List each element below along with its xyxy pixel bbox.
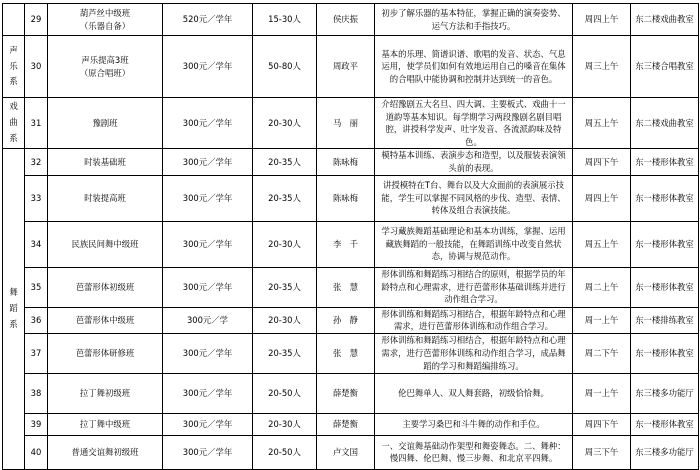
cell-name	[48, 98, 163, 149]
table-row	[3, 435, 699, 469]
course-name-line: 声乐提高3班	[81, 54, 129, 65]
cell-room: 东一楼形体教室	[631, 413, 699, 435]
cell-teacher: 李 千	[317, 221, 375, 267]
department-label-char: 蹈	[9, 303, 18, 314]
cell-room: 东二楼戏曲教室	[631, 98, 699, 149]
course-name-line: 芭蕾形体研修班	[75, 348, 135, 359]
cell-time: 周五上午	[573, 98, 631, 149]
cell-desc: 模特基本训练、表演步态和造型，以及服装表演领头前的表现。	[375, 149, 573, 175]
cell-room: 东二楼戏曲教室	[631, 4, 699, 36]
course-name-line: （原合唱班）	[79, 67, 131, 78]
cell-no: 33	[25, 175, 48, 221]
department-cell	[3, 4, 25, 36]
cell-teacher: 孙 静	[317, 307, 375, 333]
cell-teacher: 张 慧	[317, 333, 375, 373]
table-row	[3, 36, 699, 98]
cell-desc: 介绍豫剧五大名旦、四大调、主要板式、戏曲十一道韵等基本知识。每学期学习两段豫剧名剧目唱腔，讲授科学发声、吐字发音、各流派韵味及特色。	[375, 98, 573, 149]
cell-no: 29	[25, 4, 48, 36]
department-label-char: 舞	[9, 287, 18, 298]
department-cell	[3, 149, 25, 469]
cell-name	[48, 413, 163, 435]
cell-teacher: 侯庆振	[317, 4, 375, 36]
cell-fee: 300元／学年	[163, 333, 253, 373]
cell-fee: 300元／学	[163, 307, 253, 333]
cell-teacher: 薛楚衡	[317, 413, 375, 435]
table-row	[3, 4, 699, 36]
cell-size: 20-35人	[253, 267, 317, 307]
table-row	[3, 221, 699, 267]
cell-no: 36	[25, 307, 48, 333]
cell-room: 东一楼形体教室	[631, 175, 699, 221]
cell-time: 周四上午	[573, 4, 631, 36]
cell-size: 20-30人	[253, 221, 317, 267]
cell-size: 20-50人	[253, 373, 317, 413]
cell-name	[48, 221, 163, 267]
cell-room: 东一楼排练教室	[631, 307, 699, 333]
department-cell	[3, 98, 25, 149]
table-body	[3, 4, 699, 470]
cell-fee: 520元／学年	[163, 4, 253, 36]
department-label-char: 系	[9, 76, 18, 87]
course-name-line: （乐器自备）	[79, 20, 131, 31]
cell-room: 东一楼形体教室	[631, 333, 699, 373]
cell-no: 35	[25, 267, 48, 307]
cell-no: 40	[25, 435, 48, 469]
cell-room: 东三楼多功能厅	[631, 373, 699, 413]
department-label-char: 系	[9, 133, 18, 144]
cell-size: 20-35人	[253, 149, 317, 175]
cell-no: 32	[25, 149, 48, 175]
cell-time: 周四下午	[573, 149, 631, 175]
cell-teacher: 卢文国	[317, 435, 375, 469]
cell-teacher: 陈咏梅	[317, 175, 375, 221]
cell-no: 31	[25, 98, 48, 149]
table-row	[3, 307, 699, 333]
cell-fee: 300元／学年	[163, 267, 253, 307]
cell-size: 15-30人	[253, 4, 317, 36]
cell-time: 周四上午	[573, 175, 631, 221]
cell-size: 50-80人	[253, 36, 317, 98]
cell-fee: 300元／学年	[163, 435, 253, 469]
cell-name	[48, 175, 163, 221]
cell-size: 20-30人	[253, 307, 317, 333]
cell-desc: 一、交谊舞基础动作架型和舞姿舞态。二、舞种：慢四舞、伦巴舞、慢三步舞、和北京平四舞。	[375, 435, 573, 469]
cell-fee: 300元／学年	[163, 373, 253, 413]
cell-room: 东一楼形体教室	[631, 149, 699, 175]
cell-size: 20-30人	[253, 413, 317, 435]
department-cell	[3, 36, 25, 98]
cell-no: 30	[25, 36, 48, 98]
cell-fee: 300元／学年	[163, 221, 253, 267]
cell-desc: 形体训练和舞蹈练习相结合，根据年龄特点和心理需求，进行芭蕾形体训练和动作组合学习，成品舞蹈的学习和舞蹈编排练习。	[375, 333, 573, 373]
cell-name	[48, 149, 163, 175]
cell-fee: 300元／学年	[163, 413, 253, 435]
table-row	[3, 333, 699, 373]
cell-room: 东一楼形体教室	[631, 267, 699, 307]
cell-teacher: 周政平	[317, 36, 375, 98]
cell-name	[48, 435, 163, 469]
table-row	[3, 98, 699, 149]
cell-fee: 300元／学年	[163, 175, 253, 221]
cell-no: 37	[25, 333, 48, 373]
cell-room: 东一楼形体教室	[631, 221, 699, 267]
cell-time: 周五上午	[573, 221, 631, 267]
cell-no: 38	[25, 373, 48, 413]
cell-desc: 伦巴舞单人、双人舞套路，初级恰恰舞。	[375, 373, 573, 413]
course-name-line: 普通交谊舞初级班	[71, 447, 139, 458]
table-row	[3, 149, 699, 175]
cell-time: 周三上午	[573, 36, 631, 98]
table-row	[3, 373, 699, 413]
cell-teacher: 陈咏梅	[317, 149, 375, 175]
cell-name	[48, 333, 163, 373]
cell-desc: 形体训练和舞蹈练习相结合，根据年龄特点和心理需求，进行芭蕾形体训练和动作组合学习。	[375, 307, 573, 333]
course-name-line: 拉丁舞初级班	[79, 388, 131, 399]
cell-size: 20-35人	[253, 175, 317, 221]
cell-room: 东三楼多功能厅	[631, 435, 699, 469]
cell-no: 34	[25, 221, 48, 267]
cell-desc: 主要学习桑巴和斗牛舞的动作和手位。	[375, 413, 573, 435]
course-name-line: 葫芦丝中级班	[79, 7, 131, 18]
course-name-line: 芭蕾形体中级班	[75, 314, 135, 325]
department-label-char: 戏	[9, 101, 18, 112]
cell-time: 周二下午	[573, 333, 631, 373]
course-name-line: 时装提高班	[84, 192, 126, 203]
cell-time: 周三下午	[573, 435, 631, 469]
department-label-char: 声	[9, 44, 18, 55]
cell-desc: 基本的乐理、简谱识谱、歌唱的发音、状态、气息运用，使学员们如何有效地运用自己的嗓音在集体的合唱队中能协调和控制并达到统一的音色。	[375, 36, 573, 98]
cell-name	[48, 36, 163, 98]
cell-no: 39	[25, 413, 48, 435]
cell-time: 周二上午	[573, 267, 631, 307]
cell-time: 周一上午	[573, 307, 631, 333]
cell-time: 周四下午	[573, 413, 631, 435]
cell-fee: 300元／学年	[163, 149, 253, 175]
cell-room: 东三楼合唱教室	[631, 36, 699, 98]
cell-teacher: 张 慧	[317, 267, 375, 307]
cell-fee: 300元／学年	[163, 98, 253, 149]
cell-desc: 学习藏族舞蹈基础理论和基本功训练，掌握、运用藏族舞蹈的一般技能，在舞蹈训练中改变自然状态，协调与规范动作。	[375, 221, 573, 267]
cell-desc: 形体训练和舞蹈练习相结合的原则，根据学员的年龄特点和心理需求，进行芭蕾形体基础训练并进行动作组合学习。	[375, 267, 573, 307]
table-row	[3, 413, 699, 435]
course-table	[2, 3, 699, 470]
cell-size: 20-50人	[253, 435, 317, 469]
cell-size: 20-35人	[253, 333, 317, 373]
department-label-char: 乐	[9, 60, 18, 71]
cell-teacher: 马 丽	[317, 98, 375, 149]
course-name-line: 时装基础班	[84, 156, 126, 167]
course-name-line: 民族民间舞中级班	[71, 238, 139, 249]
department-label-char: 系	[9, 319, 18, 330]
cell-name	[48, 4, 163, 36]
table-row	[3, 267, 699, 307]
cell-name	[48, 307, 163, 333]
course-name-line: 拉丁舞中级班	[79, 419, 131, 430]
cell-desc: 讲授模特在T台、舞台以及大众面前的表演展示技能，学生可以掌握不同风格的步伐、造型、表情、转体及组合表演技能。	[375, 175, 573, 221]
cell-size: 20-30人	[253, 98, 317, 149]
cell-desc: 初步了解乐器的基本特征，掌握正确的演奏姿势、运气方法和手指技巧。	[375, 4, 573, 36]
table-row	[3, 175, 699, 221]
cell-time: 周一上午	[573, 373, 631, 413]
cell-teacher: 薛楚衡	[317, 373, 375, 413]
course-name-line: 豫剧班	[92, 117, 118, 128]
course-name-line: 芭蕾形体初级班	[75, 281, 135, 292]
cell-name	[48, 267, 163, 307]
department-label-char: 曲	[9, 117, 18, 128]
cell-fee: 300元／学年	[163, 36, 253, 98]
cell-name	[48, 373, 163, 413]
